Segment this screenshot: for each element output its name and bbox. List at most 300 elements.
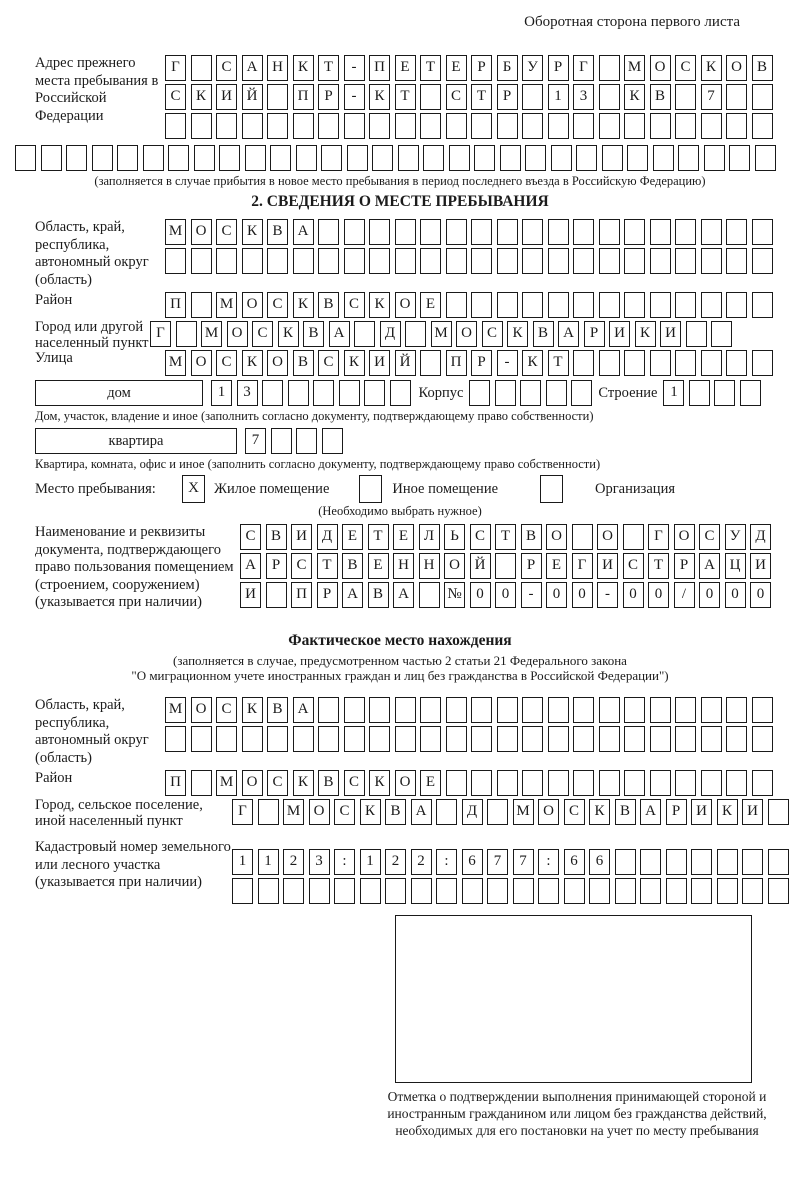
form-cell (66, 145, 87, 171)
form-cell: : (538, 849, 559, 875)
form-cell (420, 726, 441, 752)
form-cell (650, 697, 671, 723)
form-cell: К (369, 84, 390, 110)
form-cell (92, 145, 113, 171)
form-cell: У (522, 55, 543, 81)
form-cell: О (456, 321, 477, 347)
confirmation-stamp-caption: Отметка о подтверждении выполнения принимающей стороной и иностранным гражданином или лицом без гражданства действий, необходимых для его постановки на учет по месту пребывания (387, 1089, 767, 1138)
stroenie-row (663, 380, 761, 406)
form-cell (576, 145, 597, 171)
form-cell (471, 248, 492, 274)
form-cell: М (165, 350, 186, 376)
form-cell: Д (380, 321, 401, 347)
form-cell: - (597, 582, 618, 608)
form-cell (726, 84, 747, 110)
form-cell (640, 849, 661, 875)
form-cell: К (717, 799, 738, 825)
previous-address-overflow-row (15, 145, 800, 171)
form-cell (701, 697, 722, 723)
form-cell (420, 219, 441, 245)
form-cell (318, 697, 339, 723)
form-cell: Е (342, 524, 363, 550)
form-cell (288, 380, 309, 406)
form-cell (678, 145, 699, 171)
form-cell (369, 113, 390, 139)
form-cell (548, 113, 569, 139)
form-cell (599, 770, 620, 796)
form-cell: С (675, 55, 696, 81)
form-cell: С (446, 84, 467, 110)
form-cell (372, 145, 393, 171)
form-cell (689, 380, 710, 406)
form-cell (497, 248, 518, 274)
form-cell (191, 248, 212, 274)
form-cell (471, 726, 492, 752)
actual-location-title: Фактическое место нахождения (288, 632, 512, 649)
form-cell: И (240, 582, 261, 608)
form-cell: 0 (495, 582, 516, 608)
previous-address-caption: (заполняется в случае прибытия в новое место пребывания в период последнего въезда в Российскую Федерацию) (94, 174, 706, 188)
form-cell: В (650, 84, 671, 110)
form-cell (513, 878, 534, 904)
form-cell (471, 219, 492, 245)
previous-address-row-3 (165, 113, 773, 139)
form-cell (742, 849, 763, 875)
cadastral-rows (232, 849, 789, 907)
form-cell (752, 350, 773, 376)
form-cell (742, 878, 763, 904)
form-cell (701, 113, 722, 139)
form-cell: Т (548, 350, 569, 376)
form-cell: Р (471, 350, 492, 376)
form-cell (369, 726, 390, 752)
form-cell (599, 113, 620, 139)
form-cell: 7 (513, 849, 534, 875)
form-cell (548, 770, 569, 796)
form-cell (293, 726, 314, 752)
form-cell: Т (495, 524, 516, 550)
form-cell (573, 113, 594, 139)
form-cell: Ь (444, 524, 465, 550)
form-cell: Е (368, 553, 389, 579)
street-label: Улица (35, 350, 73, 366)
form-cell (405, 321, 426, 347)
form-cell: О (395, 770, 416, 796)
form-cell (726, 113, 747, 139)
form-cell (572, 524, 593, 550)
form-cell (599, 292, 620, 318)
form-cell: С (216, 219, 237, 245)
form-cell: О (227, 321, 248, 347)
form-cell: М (283, 799, 304, 825)
form-cell (219, 145, 240, 171)
form-cell (573, 248, 594, 274)
form-cell: И (660, 321, 681, 347)
actual-location-caption-2: "О миграционном учете иностранных граждан и лиц без гражданства в Российской Федерации") (131, 668, 669, 683)
form-cell: А (640, 799, 661, 825)
form-cell (117, 145, 138, 171)
form-cell: А (342, 582, 363, 608)
form-cell (487, 799, 508, 825)
form-cell: М (165, 697, 186, 723)
form-cell: М (216, 770, 237, 796)
form-cell: С (344, 292, 365, 318)
form-cell: И (597, 553, 618, 579)
form-cell (701, 770, 722, 796)
form-cell (752, 770, 773, 796)
form-cell (354, 321, 375, 347)
form-cell: 7 (701, 84, 722, 110)
form-cell: С (291, 553, 312, 579)
document-block (0, 524, 800, 626)
form-cell (471, 697, 492, 723)
form-cell (752, 726, 773, 752)
form-cell: П (165, 292, 186, 318)
form-cell (41, 145, 62, 171)
form-cell: Г (572, 553, 593, 579)
form-cell (717, 849, 738, 875)
form-cell (573, 219, 594, 245)
form-cell: К (242, 350, 263, 376)
form-cell (701, 350, 722, 376)
form-cell (322, 428, 343, 454)
form-cell: В (303, 321, 324, 347)
form-cell: 6 (589, 849, 610, 875)
form-cell (752, 113, 773, 139)
form-cell: Й (470, 553, 491, 579)
form-cell: О (444, 553, 465, 579)
form-cell: С (267, 770, 288, 796)
form-cell: С (318, 350, 339, 376)
form-cell (191, 292, 212, 318)
form-cell (267, 726, 288, 752)
form-cell (293, 248, 314, 274)
form-cell (726, 770, 747, 796)
form-cell (419, 582, 440, 608)
form-cell (267, 248, 288, 274)
form-cell (245, 145, 266, 171)
form-cell (420, 350, 441, 376)
form-cell: Е (420, 292, 441, 318)
form-cell (446, 219, 467, 245)
form-cell (266, 582, 287, 608)
form-cell (752, 84, 773, 110)
form-cell (474, 145, 495, 171)
form-cell (191, 726, 212, 752)
street-block (0, 350, 800, 376)
form-cell (675, 292, 696, 318)
street-row (165, 350, 773, 376)
form-cell (497, 697, 518, 723)
form-cell (309, 878, 330, 904)
form-cell: Е (446, 55, 467, 81)
form-cell (398, 145, 419, 171)
form-cell (624, 726, 645, 752)
form-cell (258, 878, 279, 904)
form-cell (420, 84, 441, 110)
form-cell: О (597, 524, 618, 550)
form-cell: 0 (623, 582, 644, 608)
form-cell (267, 113, 288, 139)
form-cell: К (624, 84, 645, 110)
form-cell (538, 878, 559, 904)
form-cell (344, 248, 365, 274)
form-cell: Г (573, 55, 594, 81)
form-cell: : (334, 849, 355, 875)
city-block (0, 319, 800, 351)
cadastral-label: Кадастровый номер земельного или лесного участка (указывается при наличии) (35, 839, 231, 890)
form-cell (446, 697, 467, 723)
form-cell: - (344, 55, 365, 81)
form-cell: Е (546, 553, 567, 579)
form-cell: М (513, 799, 534, 825)
form-cell (589, 878, 610, 904)
form-cell: 2 (385, 849, 406, 875)
form-cell: А (699, 553, 720, 579)
form-cell (216, 248, 237, 274)
apartment-number-row (245, 428, 343, 454)
form-cell: О (191, 350, 212, 376)
form-cell: М (165, 219, 186, 245)
form-cell (258, 799, 279, 825)
form-cell (691, 878, 712, 904)
district-block (0, 292, 800, 318)
form-cell: П (369, 55, 390, 81)
form-cell: К (360, 799, 381, 825)
form-cell (726, 350, 747, 376)
form-cell: И (691, 799, 712, 825)
form-cell: С (165, 84, 186, 110)
form-cell: Р (318, 84, 339, 110)
form-cell: Т (471, 84, 492, 110)
stay-type-row (35, 476, 800, 502)
form-cell: Й (242, 84, 263, 110)
form-cell (436, 799, 457, 825)
form-cell (726, 248, 747, 274)
form-cell (469, 380, 490, 406)
form-cell (395, 697, 416, 723)
form-cell: 0 (546, 582, 567, 608)
actual-location-caption-1: (заполняется в случае, предусмотренном частью 2 статьи 21 Федерального закона (173, 653, 627, 668)
form-cell (666, 849, 687, 875)
form-cell (270, 145, 291, 171)
form-cell (446, 292, 467, 318)
form-cell (411, 878, 432, 904)
form-cell: Г (648, 524, 669, 550)
form-cell (267, 84, 288, 110)
form-cell (449, 145, 470, 171)
document-row-2 (240, 553, 771, 579)
form-cell (704, 145, 725, 171)
form-cell (752, 697, 773, 723)
form-cell: - (344, 84, 365, 110)
form-cell (344, 726, 365, 752)
form-cell (729, 145, 750, 171)
form-cell (191, 113, 212, 139)
form-cell: Р (521, 553, 542, 579)
form-cell (522, 292, 543, 318)
stay-type-caption: (Необходимо выбрать нужное) (318, 504, 482, 518)
form-cell: Р (497, 84, 518, 110)
form-cell: И (291, 524, 312, 550)
actual-region-row-1 (165, 697, 773, 723)
form-cell: М (431, 321, 452, 347)
form-cell: Н (419, 553, 440, 579)
form-cell (675, 697, 696, 723)
form-cell (752, 248, 773, 274)
form-cell (675, 113, 696, 139)
form-cell: К (344, 350, 365, 376)
form-cell (262, 380, 283, 406)
form-cell (755, 145, 776, 171)
form-cell (686, 321, 707, 347)
form-cell (318, 726, 339, 752)
form-cell: 0 (648, 582, 669, 608)
form-cell (191, 55, 212, 81)
form-cell: Р (471, 55, 492, 81)
form-cell (653, 145, 674, 171)
form-cell: С (216, 697, 237, 723)
form-cell (717, 878, 738, 904)
form-cell (520, 380, 541, 406)
form-cell (446, 113, 467, 139)
form-cell: О (395, 292, 416, 318)
form-cell: М (201, 321, 222, 347)
form-cell: О (546, 524, 567, 550)
form-cell (650, 248, 671, 274)
previous-address-row-2 (165, 84, 773, 110)
form-cell: 7 (487, 849, 508, 875)
form-cell (522, 726, 543, 752)
form-cell (666, 878, 687, 904)
form-cell (216, 113, 237, 139)
form-cell (15, 145, 36, 171)
page-side-note: Оборотная сторона первого листа (524, 14, 740, 30)
form-cell: 3 (237, 380, 258, 406)
form-cell: Д (317, 524, 338, 550)
form-cell: Е (395, 55, 416, 81)
form-cell (522, 113, 543, 139)
form-cell: М (216, 292, 237, 318)
form-cell (360, 878, 381, 904)
form-cell (573, 697, 594, 723)
form-cell: В (293, 350, 314, 376)
form-cell (471, 292, 492, 318)
apartment-caption: Квартира, комната, офис и иное (заполнить согласно документу, подтверждающему право собственности) (35, 457, 601, 471)
form-cell: У (725, 524, 746, 550)
form-cell (599, 350, 620, 376)
form-cell (318, 248, 339, 274)
form-cell: Р (674, 553, 695, 579)
actual-district-block (0, 770, 800, 796)
form-cell: С (623, 553, 644, 579)
form-cell (369, 697, 390, 723)
form-cell (471, 113, 492, 139)
checkbox-other-premises (359, 475, 382, 503)
form-cell (726, 219, 747, 245)
form-cell: И (216, 84, 237, 110)
form-cell (615, 849, 636, 875)
form-cell: Р (266, 553, 287, 579)
house-caption: Дом, участок, владение и иное (заполнить согласно документу, подтверждающему право собственности) (35, 409, 594, 423)
city-label: Город или другой населенный пункт (35, 319, 149, 351)
form-cell: Б (497, 55, 518, 81)
form-cell (599, 726, 620, 752)
form-cell (497, 292, 518, 318)
form-cell: А (411, 799, 432, 825)
form-cell (165, 248, 186, 274)
form-cell (675, 726, 696, 752)
stay-type-label: Место пребывания: (35, 481, 156, 497)
apartment-cell: квартира (35, 428, 237, 454)
form-cell: : (436, 849, 457, 875)
form-cell: 1 (360, 849, 381, 875)
form-cell (296, 428, 317, 454)
form-cell: К (293, 770, 314, 796)
actual-district-label: Район (35, 770, 73, 786)
form-cell: 1 (663, 380, 684, 406)
form-cell (216, 726, 237, 752)
actual-city-block (0, 797, 800, 829)
actual-region-row-2 (165, 726, 773, 752)
region-rows (165, 219, 773, 277)
form-cell (573, 770, 594, 796)
form-cell (497, 770, 518, 796)
checkbox-organization (540, 475, 563, 503)
form-cell: В (752, 55, 773, 81)
form-cell: С (240, 524, 261, 550)
form-back-page (0, 14, 800, 1194)
form-cell (423, 145, 444, 171)
section2-title: 2. СВЕДЕНИЯ О МЕСТЕ ПРЕБЫВАНИЯ (251, 193, 549, 210)
house-cell: дом (35, 380, 203, 406)
form-cell (296, 145, 317, 171)
district-label: Район (35, 292, 73, 308)
form-cell (624, 113, 645, 139)
form-cell: В (615, 799, 636, 825)
form-cell: К (369, 292, 390, 318)
previous-address-rows (165, 55, 773, 142)
form-cell (497, 219, 518, 245)
form-cell (462, 878, 483, 904)
form-cell (344, 113, 365, 139)
form-cell (640, 878, 661, 904)
form-cell: К (507, 321, 528, 347)
form-cell: С (216, 350, 237, 376)
stay-option-residential-label: Жилое помещение (214, 481, 330, 497)
form-cell (471, 770, 492, 796)
form-cell: О (242, 292, 263, 318)
form-cell: 0 (470, 582, 491, 608)
form-cell (339, 380, 360, 406)
form-cell (420, 697, 441, 723)
form-cell: О (191, 219, 212, 245)
form-cell (650, 726, 671, 752)
form-cell: Р (317, 582, 338, 608)
form-cell: Д (462, 799, 483, 825)
form-cell: А (242, 55, 263, 81)
form-cell (624, 292, 645, 318)
form-cell: К (589, 799, 610, 825)
actual-district-row (165, 770, 773, 796)
document-rows (240, 524, 771, 611)
form-cell: С (564, 799, 585, 825)
form-cell (143, 145, 164, 171)
form-cell: К (522, 350, 543, 376)
form-cell: А (293, 697, 314, 723)
form-cell (344, 219, 365, 245)
form-cell (548, 697, 569, 723)
